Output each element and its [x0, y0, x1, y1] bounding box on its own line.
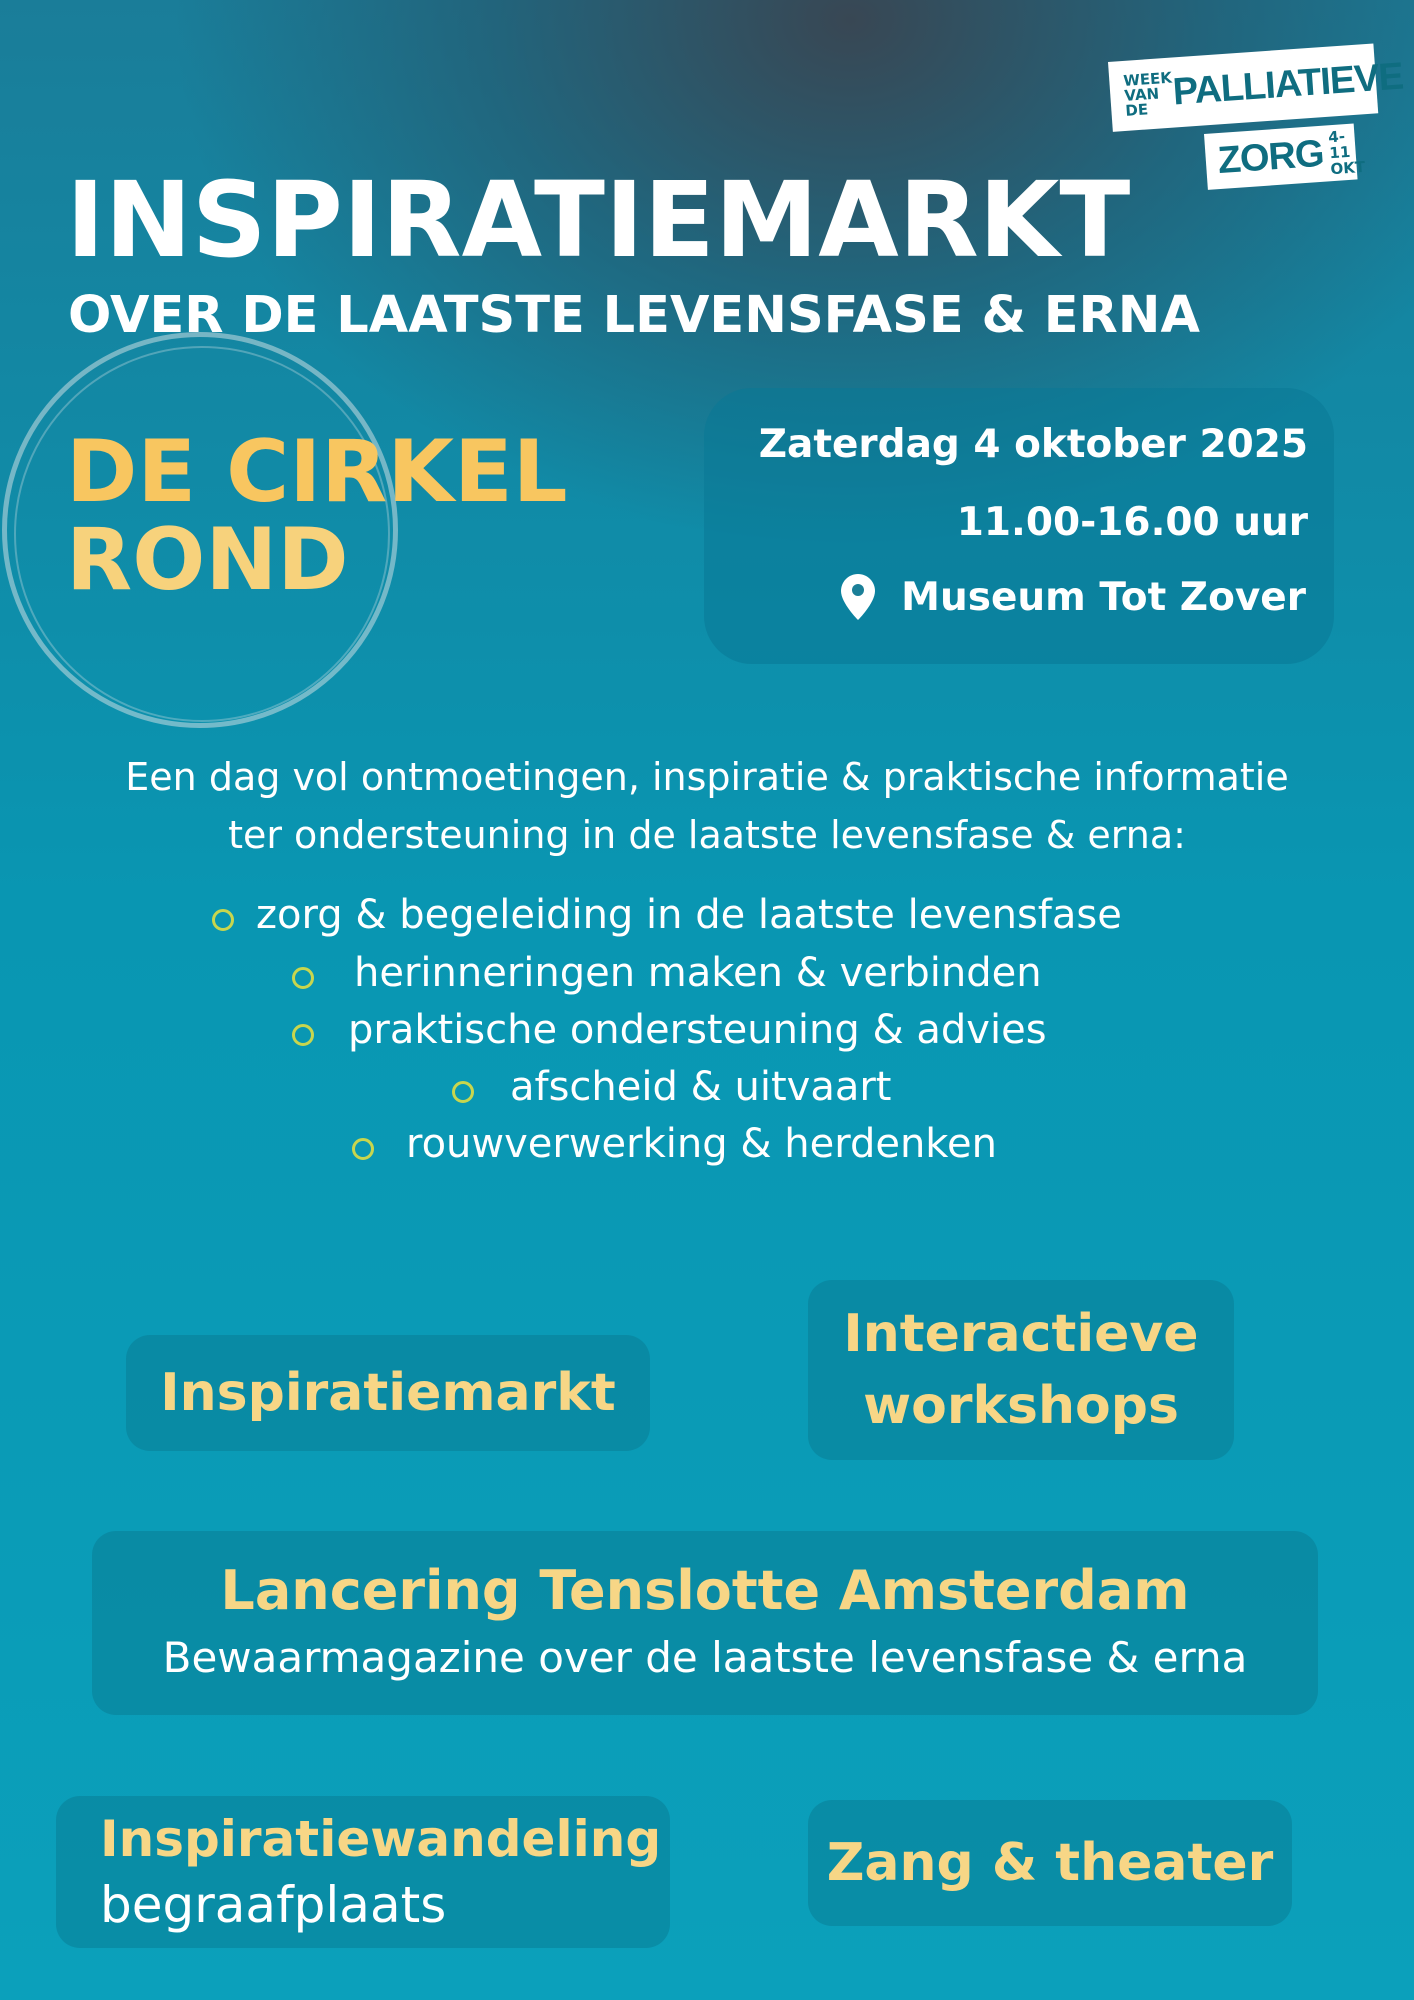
program-item-inspiratiemarkt: [126, 1335, 650, 1451]
topic-label: herinneringen maken & verbinden: [354, 950, 1042, 996]
list-item: [292, 950, 1042, 996]
topic-label: zorg & begeleiding in de laatste levensfase: [256, 892, 1122, 938]
program-item-music: [808, 1800, 1292, 1926]
event-date: Zaterdag 4 oktober 2025: [758, 422, 1308, 467]
bullet-ring-icon: [452, 1081, 474, 1103]
list-item: [292, 1007, 1047, 1053]
map-pin-icon: [841, 574, 875, 620]
program-label: Zang & theater: [826, 1833, 1274, 1893]
page-subtitle: OVER DE LAATSTE LEVENSFASE & ERNA: [68, 286, 1200, 345]
program-label-line-2: workshops: [863, 1376, 1179, 1436]
list-item: [452, 1064, 891, 1110]
program-item-launch: [92, 1531, 1318, 1715]
launch-subtitle: Bewaarmagazine over de laatste levensfase & erna: [162, 1633, 1248, 1682]
theme-heading: [66, 422, 568, 610]
logo-top-band: [1108, 43, 1405, 131]
logo-zorg: ZORG: [1216, 132, 1325, 182]
intro-line-1: Een dag vol ontmoetingen, inspiratie & praktische informatie: [125, 755, 1289, 799]
launch-title: Lancering Tenslotte Amsterdam: [220, 1559, 1190, 1622]
logo-palliatieve: PALLIATIEVE: [1171, 55, 1405, 113]
event-info-box: [704, 388, 1334, 664]
program-label: Inspiratiemarkt: [160, 1363, 616, 1423]
logo-dates: 4-11 OKT: [1327, 127, 1366, 179]
walk-subtitle: begraafplaats: [100, 1876, 447, 1934]
page-title: INSPIRATIEMARKT: [66, 159, 1131, 281]
program-item-workshops: [808, 1280, 1234, 1460]
bullet-ring-icon: [292, 967, 314, 989]
event-location-label: Museum Tot Zover: [901, 574, 1306, 620]
program-item-walk: [56, 1796, 670, 1948]
bullet-ring-icon: [212, 909, 234, 931]
topic-label: afscheid & uitvaart: [510, 1064, 892, 1110]
event-time: 11.00-16.00 uur: [956, 500, 1308, 545]
bullet-ring-icon: [292, 1024, 314, 1046]
program-label-line-1: Interactieve: [843, 1304, 1199, 1364]
week-palliatieve-zorg-logo: [1108, 55, 1405, 198]
topic-label: rouwverwerking & herdenken: [406, 1121, 997, 1167]
theme-line-1: DE CIRKEL: [66, 422, 568, 522]
theme-line-2: ROND: [66, 510, 349, 610]
logo-week-van-de: WEEK VAN DE: [1122, 68, 1173, 120]
bullet-ring-icon: [352, 1138, 374, 1160]
topic-label: praktische ondersteuning & advies: [348, 1007, 1047, 1053]
intro-text: [0, 748, 1414, 864]
event-location: [841, 574, 1306, 620]
walk-title: Inspiratiewandeling: [100, 1810, 662, 1868]
logo-bottom-band: [1204, 124, 1366, 190]
intro-line-2: ter ondersteuning in de laatste levensfase & erna:: [228, 813, 1186, 857]
list-item: [352, 1121, 997, 1167]
list-item: [212, 892, 1122, 938]
